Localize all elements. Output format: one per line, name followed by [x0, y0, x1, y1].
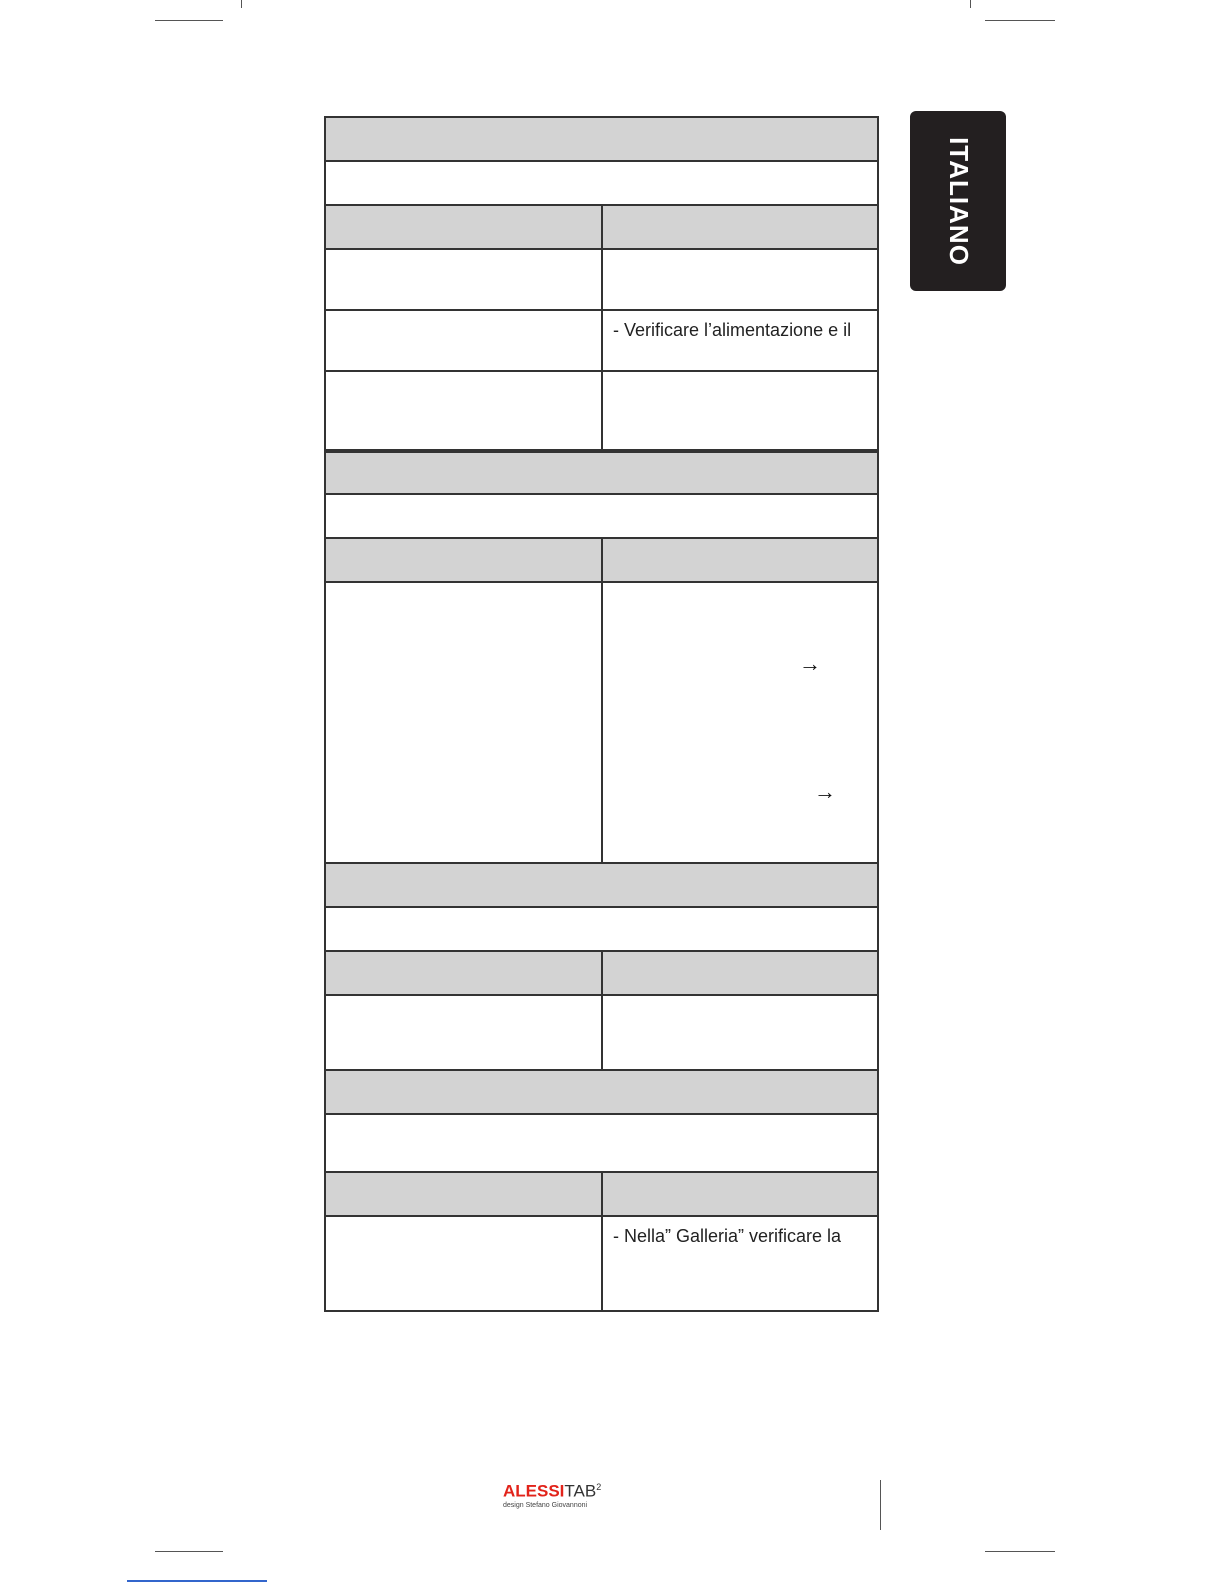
column-header-row — [326, 950, 877, 994]
section-header-text — [326, 864, 877, 906]
table-row — [326, 994, 877, 1069]
column-header-solution — [603, 539, 877, 581]
troubleshooting-table — [324, 116, 879, 1312]
section-header-text — [326, 1071, 877, 1113]
language-tab — [910, 111, 1006, 291]
column-header-row — [326, 537, 877, 581]
section-description — [326, 1113, 877, 1171]
section-description-text — [326, 162, 877, 204]
column-header-row — [326, 204, 877, 248]
table-row — [326, 248, 877, 309]
solution-cell: - Nella” Galleria” verificare la — [613, 1226, 842, 1246]
arrow-right-icon: → — [799, 651, 821, 676]
problem-cell — [326, 1217, 603, 1310]
table-row — [326, 309, 877, 370]
problem-cell — [326, 372, 603, 449]
solution-cell — [603, 250, 877, 309]
section-description — [326, 493, 877, 537]
footer-rule — [127, 1580, 267, 1582]
arrow-right-icon: → — [814, 779, 836, 804]
column-header-solution — [603, 206, 877, 248]
problem-cell — [326, 996, 603, 1069]
problem-cell — [326, 311, 603, 370]
section-header — [326, 449, 877, 493]
section-header — [326, 862, 877, 906]
crop-mark — [970, 0, 971, 8]
crop-mark — [155, 20, 223, 21]
crop-mark — [155, 1551, 223, 1552]
column-header-row — [326, 1171, 877, 1215]
crop-mark — [985, 1551, 1055, 1552]
footer-divider — [880, 1480, 881, 1530]
section-description-text — [326, 1115, 877, 1171]
section-description — [326, 160, 877, 204]
section-description-text — [326, 495, 877, 537]
section-description — [326, 906, 877, 950]
column-header-solution — [603, 952, 877, 994]
solution-cell — [603, 372, 877, 449]
section-header — [326, 1069, 877, 1113]
logo-superscript: 2 — [596, 1482, 602, 1492]
section-description-text — [326, 908, 877, 950]
logo-brand-text: ALESSI — [503, 1481, 565, 1501]
crop-mark — [985, 20, 1055, 21]
problem-cell — [326, 250, 603, 309]
problem-cell — [326, 583, 603, 862]
column-header-problem — [326, 952, 603, 994]
table-row — [326, 370, 877, 449]
section-header-text — [326, 453, 877, 493]
logo-product-text: TAB — [564, 1481, 597, 1501]
language-tab-label: ITALIANO — [943, 136, 974, 266]
crop-mark — [241, 0, 242, 8]
section-header — [326, 116, 877, 160]
solution-cell — [603, 583, 877, 862]
column-header-problem — [326, 539, 603, 581]
solution-cell: - Verificare l’alimentazione e il — [613, 320, 852, 340]
table-row — [326, 581, 877, 862]
section-header-text — [326, 118, 877, 160]
brand-logo — [503, 1478, 601, 1510]
table-row — [326, 1215, 877, 1312]
column-header-problem — [326, 206, 603, 248]
logo-designer-credit: design Stefano Giovannoni — [503, 1501, 588, 1509]
column-header-solution — [603, 1173, 877, 1215]
solution-cell — [603, 996, 877, 1069]
column-header-problem — [326, 1173, 603, 1215]
